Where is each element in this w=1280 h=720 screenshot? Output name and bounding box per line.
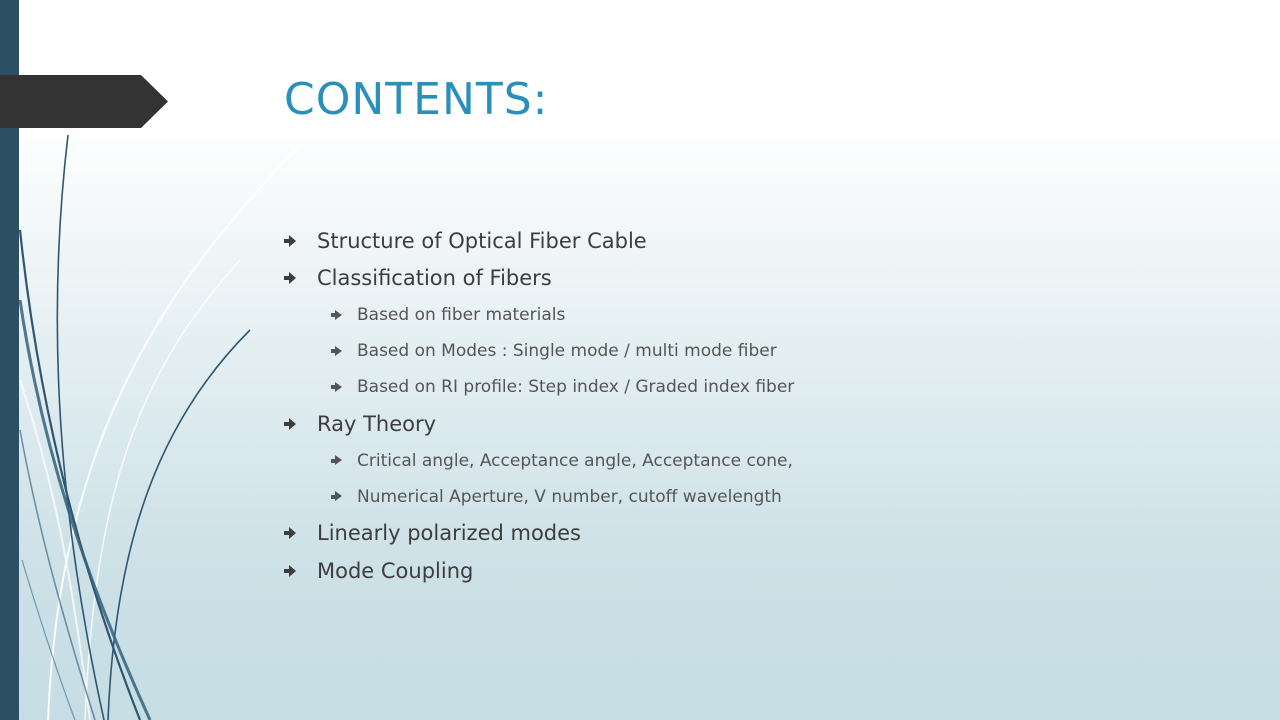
list-item [284,405,794,443]
sub-list-item [284,297,794,333]
arrow-right-bullet-icon [284,527,296,539]
sub-list-item [284,333,794,369]
arrow-right-bullet-icon [284,272,296,284]
arrow-right-bullet-icon [331,455,342,466]
sub-list-item [284,479,794,515]
list-item-text: Ray Theory [317,411,437,436]
list-item-text: Based on RI profile: Step index / Graded index fiber [357,377,795,397]
contents-list [284,222,794,590]
arrow-right-bullet-icon [284,235,296,247]
list-item [284,515,794,553]
arrow-right-bullet-icon [284,418,296,430]
decor-curve-light-2 [85,260,240,720]
arrow-right-bullet-icon [331,346,342,357]
list-item-text: Based on Modes : Single mode / multi mode fiber [357,341,777,361]
list-item-text: Structure of Optical Fiber Cable [317,228,647,253]
sub-list-item [284,369,794,405]
list-item-text: Based on fiber materials [357,305,566,325]
arrow-right-bullet-icon [331,310,342,321]
list-item-text: Numerical Aperture, V number, cutoff wavelength [357,486,782,507]
list-item [284,552,794,590]
list-item-text: Classification of Fibers [317,266,552,291]
decor-curve-dark-1 [57,135,104,720]
sub-list-item [284,443,794,479]
arrow-right-bullet-icon [331,491,342,502]
arrow-right-bullet-icon [331,382,342,393]
list-item-text: Mode Coupling [317,558,474,583]
list-item-text: Critical angle, Acceptance angle, Acceptance cone, [357,450,793,471]
list-item-text: Linearly polarized modes [317,521,581,546]
arrow-right-bullet-icon [284,565,296,577]
title-tab-shape [0,75,168,128]
list-item [284,260,794,298]
list-item [284,222,794,260]
decor-curve-dark-3 [108,330,250,720]
slide-title: CONTENTS: [284,74,549,125]
